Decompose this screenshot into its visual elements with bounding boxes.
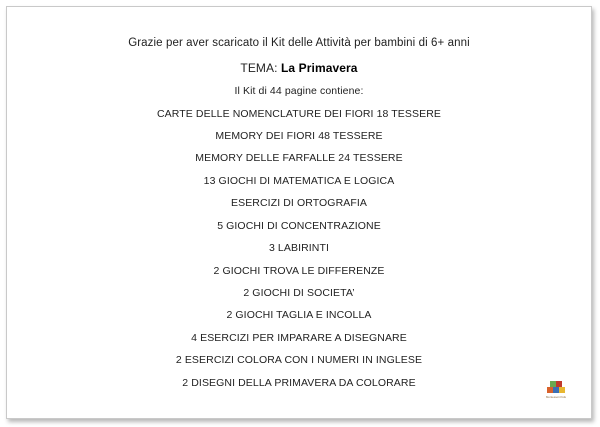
- stacked-blocks-logo-icon: [545, 376, 567, 402]
- content-item: 3 LABIRINTI: [268, 242, 330, 254]
- theme-label: TEMA:: [240, 61, 281, 75]
- content-item: ESERCIZI DI ORTOGRAFIA: [231, 197, 367, 209]
- content-item: 2 GIOCHI TAGLIA E INCOLLA: [226, 309, 372, 321]
- logo-text: Montessori Kids: [546, 395, 566, 399]
- content-item: MEMORY DEI FIORI 48 TESSERE: [215, 130, 383, 142]
- logo-graphic: [545, 376, 567, 396]
- content-item: 2 GIOCHI DI SOCIETA’: [243, 287, 355, 299]
- content-item: 13 GIOCHI DI MATEMATICA E LOGICA: [203, 175, 395, 187]
- content-item: 5 GIOCHI DI CONCENTRAZIONE: [217, 220, 381, 232]
- document-page: [6, 6, 592, 419]
- content-item: 4 ESERCIZI PER IMPARARE A DISEGNARE: [191, 332, 407, 344]
- kit-summary: Il Kit di 44 pagine contiene:: [234, 85, 364, 97]
- content-item: 2 GIOCHI TROVA LE DIFFERENZE: [213, 265, 385, 277]
- content-item: 2 DISEGNI DELLA PRIMAVERA DA COLORARE: [182, 377, 416, 389]
- theme-line: [7, 61, 591, 75]
- content-item: CARTE DELLE NOMENCLATURE DEI FIORI 18 TESSERE: [157, 108, 441, 120]
- intro-text: Grazie per aver scaricato il Kit delle Attività per bambini di 6+ anni: [128, 37, 470, 49]
- theme-value: La Primavera: [281, 61, 358, 75]
- content-item: MEMORY DELLE FARFALLE 24 TESSERE: [195, 152, 403, 164]
- content-item: 2 ESERCIZI COLORA CON I NUMERI IN INGLESE: [175, 354, 423, 366]
